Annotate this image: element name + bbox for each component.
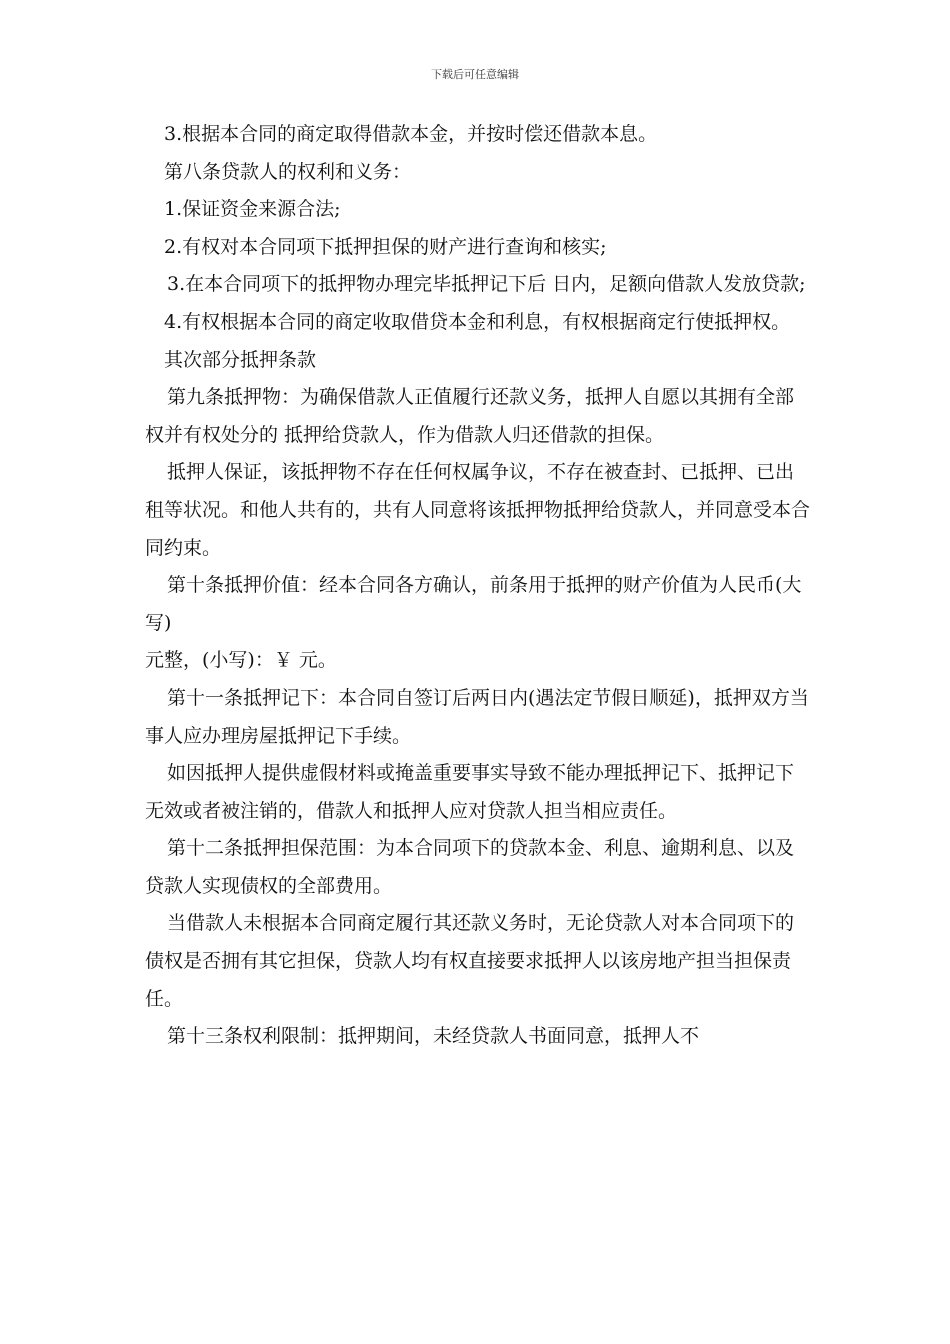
paragraph: 元整，(小写)：￥ 元。 — [145, 649, 337, 672]
paragraph: 3.在本合同项下的抵押物办理完毕抵押记下后 日内，足额向借款人发放贷款; — [167, 273, 806, 296]
paragraph: 当借款人未根据本合同商定履行其还款义务时，无论贷款人对本合同项下的债权是否拥有其它担保，贷款人均有权直接要求抵押人以该房地产担当担保责任。 — [145, 912, 795, 1010]
page-header: 下载后可任意编辑 — [431, 68, 519, 81]
paragraph: 3.根据本合同的商定取得借款本金，并按时偿还借款本息。 — [164, 123, 658, 145]
paragraph: 第十二条抵押担保范围：为本合同项下的贷款本金、利息、逾期利息、以及贷款人实现债权的全部费用。 — [145, 837, 795, 897]
paragraph: 2.有权对本合同项下抵押担保的财产进行查询和核实; — [164, 235, 607, 258]
paragraph: 第九条抵押物：为确保借款人正值履行还款义务，抵押人自愿以其拥有全部权并有权处分的 抵押给贷款人，作为借款人归还借款的担保。 — [145, 386, 795, 446]
paragraph: 第十三条权利限制：抵押期间，未经贷款人书面同意，抵押人不 — [167, 1025, 700, 1048]
paragraph: 4.有权根据本合同的商定收取借贷本金和利息，有权根据商定行使抵押权。 — [164, 310, 791, 333]
paragraph: 抵押人保证，该抵押物不存在任何权属争议，不存在被查封、已抵押、已出租等状况。和他人共有的，共有人同意将该抵押物抵押给贷款人，并同意受本合同约束。 — [145, 461, 811, 559]
paragraph: 1.保证资金来源合法; — [164, 198, 341, 221]
paragraph: 第八条贷款人的权利和义务： — [164, 160, 412, 183]
paragraph: 第十一条抵押记下：本合同自签订后两日内(遇法定节假日顺延)，抵押双方当事人应办理房屋抵押记下手续。 — [145, 686, 809, 747]
paragraph: 如因抵押人提供虚假材料或掩盖重要事实导致不能办理抵押记下、抵押记下无效或者被注销的，借款人和抵押人应对贷款人担当相应责任。 — [145, 762, 795, 822]
section-heading: 其次部分抵押条款 — [164, 348, 317, 371]
document-body — [145, 116, 810, 1056]
paragraph: 第十条抵押价值：经本合同各方确认，前条用于抵押的财产价值为人民币(大写) — [145, 574, 802, 634]
